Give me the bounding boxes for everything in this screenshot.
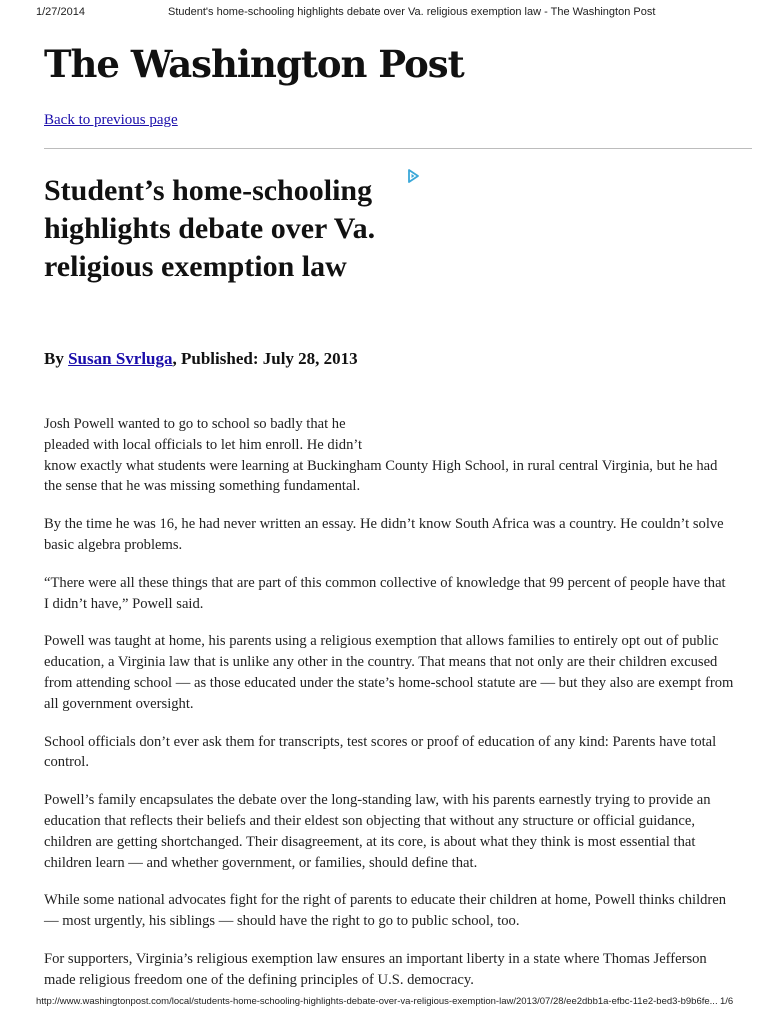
article-body <box>44 414 734 1008</box>
divider <box>44 148 752 149</box>
article-headline: Student’s home-schooling highlights debate over Va. religious exemption law <box>44 174 376 283</box>
masthead-logo[interactable]: The Washington Post <box>44 42 464 86</box>
author-link[interactable]: Susan Svrluga <box>68 349 173 368</box>
back-to-previous-page-link[interactable]: Back to previous page <box>44 112 178 128</box>
article-paragraph: Powell was taught at home, his parents using a religious exemption that allows families to entirely opt out of public education, a Virginia law that is unlike any other in the country. That means that not only are their children excused from attending school — as those educated under the state’s home-school statute are — but they also are exempt from all government oversight. <box>44 633 734 712</box>
print-footer <box>0 996 768 1016</box>
byline-prefix: By <box>44 349 69 368</box>
print-page-title: Student's home-schooling highlights debate over Va. religious exemption law - The Washington Post <box>168 6 656 18</box>
adchoices-icon[interactable] <box>406 168 420 184</box>
article-paragraph <box>44 414 734 497</box>
print-header <box>0 0 768 26</box>
page-number: 1/6 <box>720 996 734 1007</box>
article-paragraph: While some national advocates fight for the right of parents to educate their children at home, Powell thinks children — most urgently, his siblings — should have the right to go to public school, too. <box>44 892 727 930</box>
article-paragraph: By the time he was 16, he had never written an essay. He didn’t know South Africa was a country. He couldn’t solve basic algebra problems. <box>44 516 724 553</box>
print-url: http://www.washingtonpost.com/local/students-home-schooling-highlights-debate-over-va-religious-exemption-law/2013/07/28/ee2dbb1a-efbc-11e2-bed3-b9b6fe... <box>36 996 718 1007</box>
article-paragraph: For supporters, Virginia’s religious exemption law ensures an important liberty in a state where Thomas Jefferson made religious freedom one of the defining principles of U.S. democracy. <box>44 950 707 988</box>
print-date: 1/27/2014 <box>36 6 85 18</box>
article-paragraph: School officials don’t ever ask them for transcripts, test scores or proof of education of any kind: Parents have total control. <box>44 733 717 771</box>
paragraph-lead-text: Josh Powell wanted to go to school so badly that he pleaded with local officials to let him enroll. He didn’t <box>44 416 363 453</box>
article-paragraph: “There were all these things that are part of this common collective of knowledge that 99 percent of people have that I didn’t have,” Powell said. <box>44 574 726 612</box>
paragraph-text: know exactly what students were learning at Buckingham County High School, in rural central Virginia, but he had the sense that he was missing something fundamental. <box>44 457 718 495</box>
byline <box>44 346 374 372</box>
publish-date: , Published: July 28, 2013 <box>172 349 358 368</box>
article-paragraph: Powell’s family encapsulates the debate over the long-standing law, with his parents earnestly trying to provide an education that reflects their beliefs and their eldest son objecting that without any structure or official guidance, children are getting shortchanged. Their disagreement, at its core, is about what they think is most essential that children learn — and whether government, or families, should define that. <box>44 792 711 871</box>
